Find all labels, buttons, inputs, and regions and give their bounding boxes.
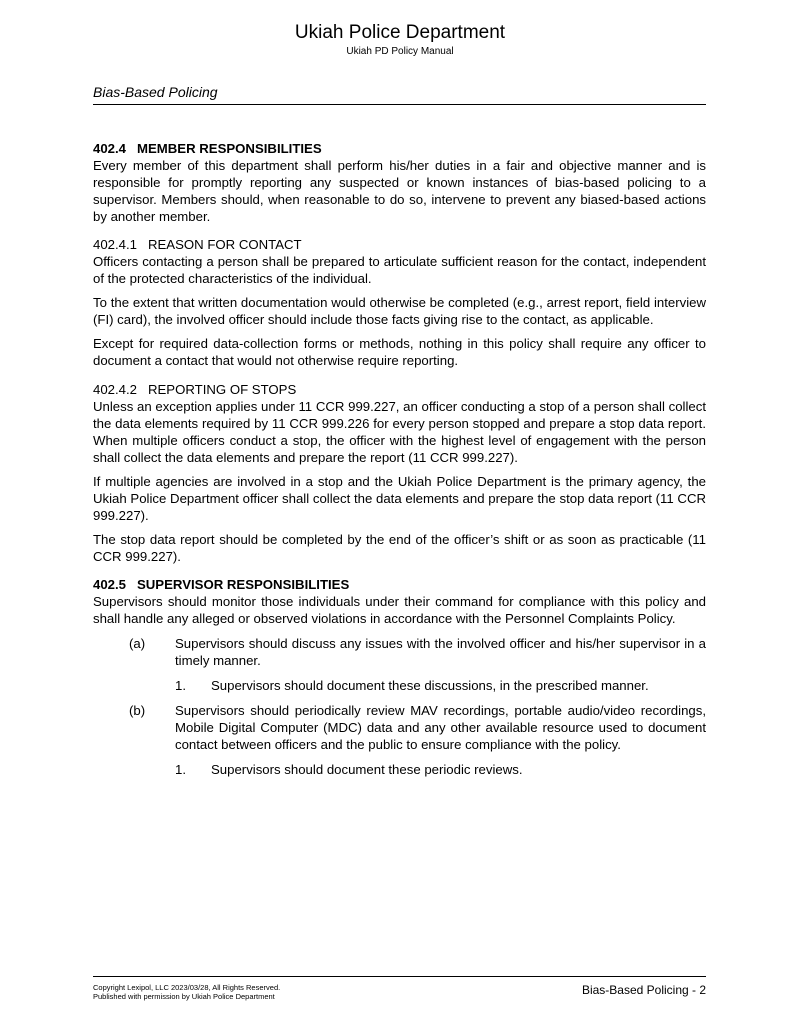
paragraph-402-4: Every member of this department shall perform his/her duties in a fair and objective manner and is responsible for promptly reporting any suspected or known instances of bias-based policing to a supervisor. Members should, when reasonable to do so, intervene to prevent any biased-based actions by another member. (93, 158, 706, 224)
sub-item-b-1 (93, 761, 706, 778)
footer-copyright: Copyright Lexipol, LLC 2023/03/28, All Rights Reserved. (93, 983, 281, 992)
paragraph-402-4-1-a: Officers contacting a person shall be prepared to articulate sufficient reason for the contact, independent of the protected characteristics of the individual. (93, 254, 706, 286)
heading-402-4-2: 402.4.2 REPORTING OF STOPS (93, 382, 297, 397)
heading-402-4-1: 402.4.1 REASON FOR CONTACT (93, 237, 302, 252)
sub-label-b-1: 1. (175, 762, 186, 777)
footer-copyright-block (93, 983, 280, 1001)
list-label-a: (a) (129, 636, 146, 651)
sub-text-a-1: Supervisors should document these discussions, in the prescribed manner. (211, 678, 649, 693)
page-content (93, 140, 706, 778)
list-text-b: Supervisors should periodically review MAV recordings, portable audio/video recordings, Mobile Digital Computer (MDC) data and any other available resource used to document contact between officers and the public to ensure compliance with the policy. (175, 703, 706, 752)
sub-item-a-1 (93, 677, 706, 694)
footer-page-label: Bias-Based Policing - 2 (581, 983, 706, 997)
list-text-a: Supervisors should discuss any issues with the involved officer and his/her supervisor in a timely manner. (175, 636, 706, 668)
document-header-subtitle: Ukiah PD Policy Manual (346, 46, 454, 57)
footer-divider (93, 976, 706, 977)
paragraph-402-4-2-b: If multiple agencies are involved in a stop and the Ukiah Police Department is the primary agency, the Ukiah Police Department officer shall collect the data elements and prepare the stop data report (11 CCR 999.227). (93, 474, 706, 523)
paragraph-402-4-2-c: The stop data report should be completed by the end of the officer’s shift or as soon as practicable (11 CCR 999.227). (93, 532, 706, 564)
paragraph-402-4-1-b: To the extent that written documentation would otherwise be completed (e.g., arrest report, field interview (FI) card), the involved officer should include those facts giving rise to the contact, as applicable. (93, 295, 706, 327)
list-item-a (93, 635, 706, 669)
sub-label-a-1: 1. (175, 678, 186, 693)
footer-published: Published with permission by Ukiah Police Department (93, 992, 275, 1001)
paragraph-402-5: Supervisors should monitor those individuals under their command for compliance with this policy and shall handle any alleged or observed violations in accordance with the Personnel Complaints Policy. (93, 594, 706, 626)
heading-402-4: 402.4 MEMBER RESPONSIBILITIES (93, 141, 322, 156)
paragraph-402-4-2-a: Unless an exception applies under 11 CCR 999.227, an officer conducting a stop of a person shall collect the data elements required by 11 CCR 999.226 for every person stopped and prepare a stop data report. When multiple officers conduct a stop, the officer with the highest level of engagement with the person shall collect the data elements and prepare the report (11 CCR 999.227). (93, 399, 706, 465)
list-label-b: (b) (129, 703, 146, 718)
section-title: Bias-Based Policing (93, 84, 218, 100)
paragraph-402-4-1-c: Except for required data-collection forms or methods, nothing in this policy shall require any officer to document a contact that would not otherwise require reporting. (93, 336, 706, 368)
list-item-b (93, 702, 706, 753)
heading-402-5: 402.5 SUPERVISOR RESPONSIBILITIES (93, 577, 350, 592)
header-divider (93, 104, 706, 105)
document-header-title: Ukiah Police Department (294, 22, 506, 43)
sub-text-b-1: Supervisors should document these periodic reviews. (211, 762, 523, 777)
